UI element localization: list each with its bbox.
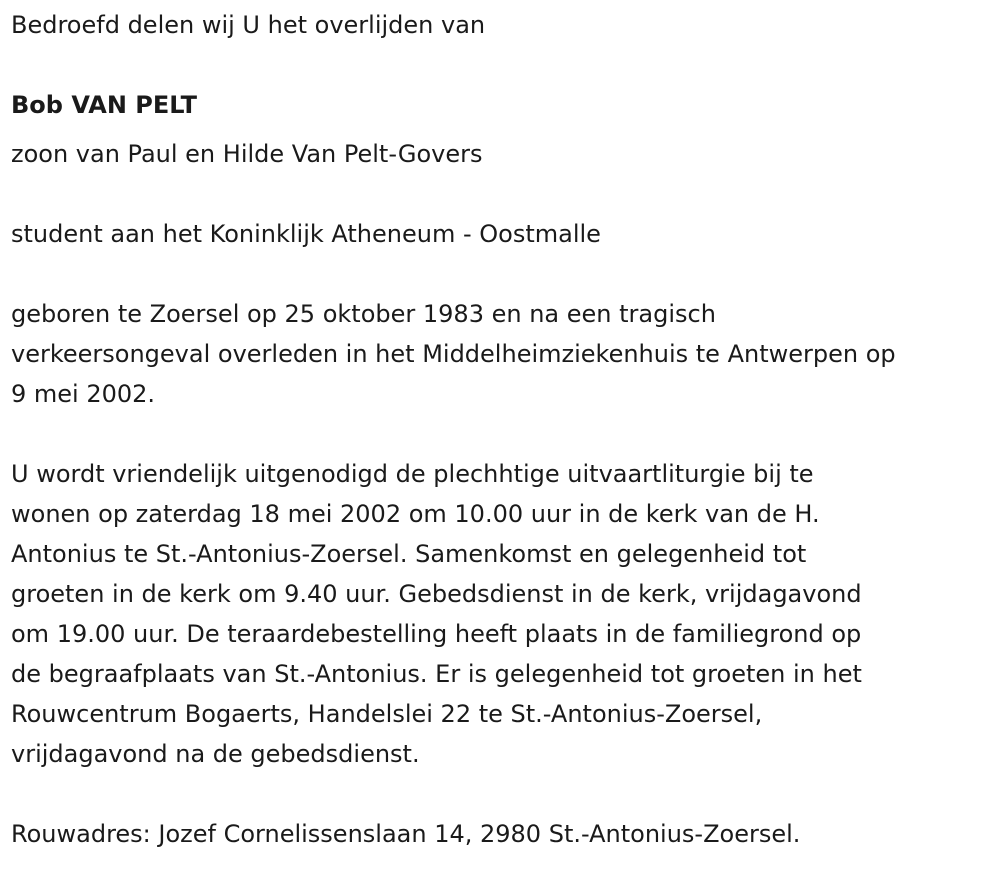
occupation-text: student aan het Koninklijk Atheneum - Oostmalle xyxy=(11,220,601,248)
deceased-parents: zoon van Paul en Hilde Van Pelt-Govers xyxy=(11,140,483,168)
funeral-line: vrijdagavond na de gebedsdienst. xyxy=(11,740,420,768)
funeral-line: wonen op zaterdag 18 mei 2002 om 10.00 uur in de kerk van de H. xyxy=(11,500,820,528)
birth-death-line: verkeersongeval overleden in het Middelheimziekenhuis te Antwerpen op xyxy=(11,340,896,368)
birth-death-line: geboren te Zoersel op 25 oktober 1983 en na een tragisch xyxy=(11,300,716,328)
funeral-line: Antonius te St.-Antonius-Zoersel. Samenkomst en gelegenheid tot xyxy=(11,540,807,568)
funeral-line: om 19.00 uur. De teraardebestelling heeft plaats in de familiegrond op xyxy=(11,620,862,648)
funeral-line: U wordt vriendelijk uitgenodigd de plechhtige uitvaartliturgie bij te xyxy=(11,460,814,488)
birth-death-line: 9 mei 2002. xyxy=(11,380,156,408)
intro-text: Bedroefd delen wij U het overlijden van xyxy=(11,11,486,39)
deceased-name: Bob VAN PELT xyxy=(11,91,197,119)
mourning-address: Rouwadres: Jozef Cornelissenslaan 14, 2980 St.-Antonius-Zoersel. xyxy=(11,820,801,848)
funeral-line: de begraafplaats van St.-Antonius. Er is gelegenheid tot groeten in het xyxy=(11,660,862,688)
funeral-line: Rouwcentrum Bogaerts, Handelslei 22 te St.-Antonius-Zoersel, xyxy=(11,700,763,728)
funeral-line: groeten in de kerk om 9.40 uur. Gebedsdienst in de kerk, vrijdagavond xyxy=(11,580,862,608)
